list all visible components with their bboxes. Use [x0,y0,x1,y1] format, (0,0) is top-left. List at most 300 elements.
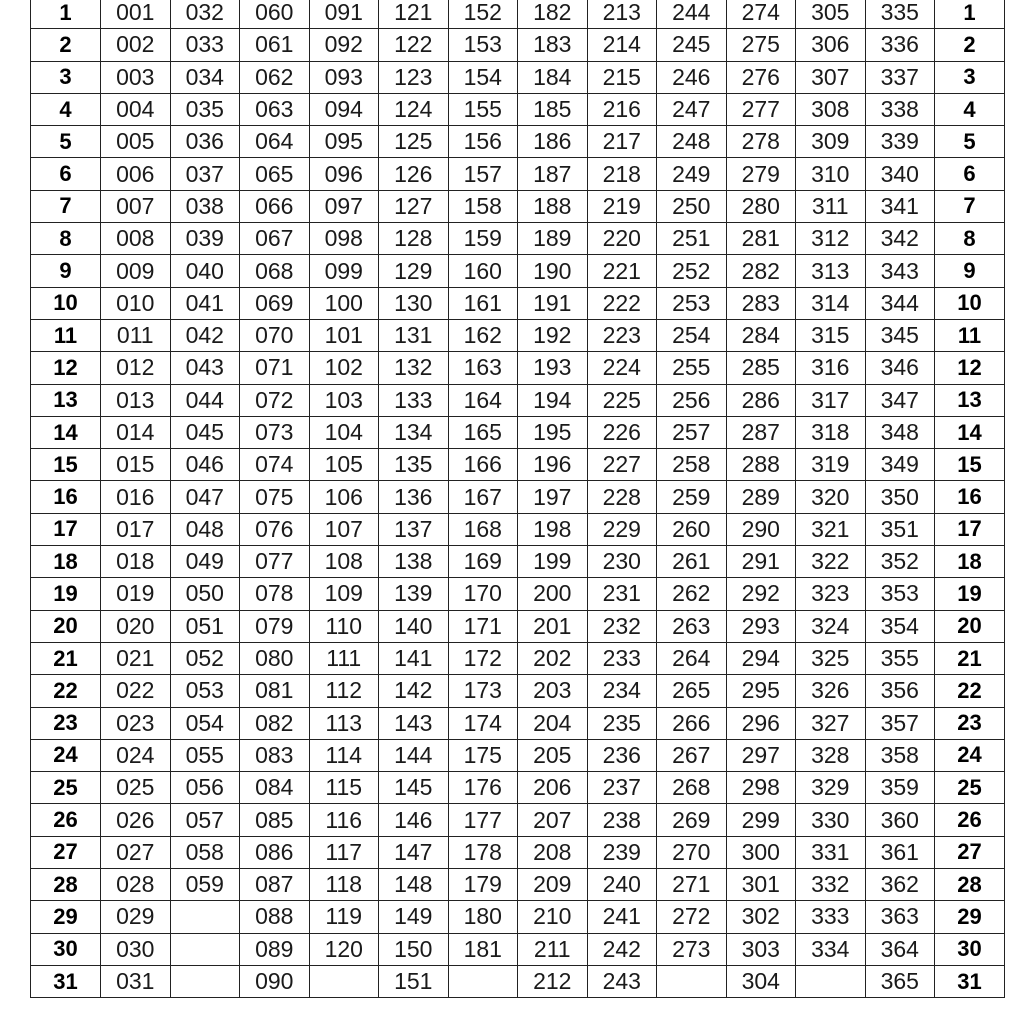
julian-day-cell: 201 [518,610,588,642]
julian-day-cell: 299 [726,804,796,836]
julian-day-cell: 150 [379,933,449,965]
day-of-month-right: 24 [935,739,1005,771]
julian-day-cell: 313 [796,255,866,287]
julian-day-cell: 312 [796,223,866,255]
table-row [31,513,1005,545]
julian-day-cell: 321 [796,513,866,545]
julian-day-cell: 119 [309,901,379,933]
julian-day-cell: 291 [726,546,796,578]
day-of-month-left: 1 [31,0,101,29]
julian-day-cell: 305 [796,0,866,29]
julian-day-cell: 103 [309,384,379,416]
julian-day-cell: 261 [657,546,727,578]
day-of-month-left: 11 [31,319,101,351]
julian-day-cell: 074 [240,449,310,481]
julian-day-cell: 067 [240,223,310,255]
julian-day-cell: 167 [448,481,518,513]
day-of-month-right: 12 [935,352,1005,384]
julian-day-cell: 026 [101,804,171,836]
julian-day-cell: 271 [657,869,727,901]
day-of-month-right: 30 [935,933,1005,965]
day-of-month-left: 16 [31,481,101,513]
julian-day-cell: 340 [865,158,935,190]
julian-day-cell: 130 [379,287,449,319]
julian-day-cell: 055 [170,739,240,771]
julian-day-cell: 266 [657,707,727,739]
julian-day-cell: 106 [309,481,379,513]
table-row [31,223,1005,255]
julian-day-cell: 363 [865,901,935,933]
julian-day-cell: 277 [726,93,796,125]
julian-day-cell: 276 [726,61,796,93]
julian-day-cell: 257 [657,416,727,448]
julian-day-cell: 198 [518,513,588,545]
julian-day-cell: 247 [657,93,727,125]
julian-day-cell: 188 [518,190,588,222]
julian-day-cell: 337 [865,61,935,93]
julian-day-cell: 200 [518,578,588,610]
julian-day-cell: 251 [657,223,727,255]
julian-day-cell: 143 [379,707,449,739]
julian-day-cell: 238 [587,804,657,836]
julian-day-cell: 270 [657,836,727,868]
julian-day-cell: 290 [726,513,796,545]
julian-day-cell: 154 [448,61,518,93]
julian-day-cell: 297 [726,739,796,771]
julian-day-cell: 222 [587,287,657,319]
julian-day-cell: 108 [309,546,379,578]
day-of-month-left: 9 [31,255,101,287]
julian-day-cell: 010 [101,287,171,319]
julian-day-cell: 082 [240,707,310,739]
day-of-month-right: 9 [935,255,1005,287]
julian-day-cell: 079 [240,610,310,642]
julian-day-cell: 215 [587,61,657,93]
julian-day-cell: 141 [379,642,449,674]
julian-day-cell [657,965,727,997]
julian-day-cell: 163 [448,352,518,384]
julian-day-cell: 294 [726,642,796,674]
julian-day-cell: 210 [518,901,588,933]
julian-day-cell: 098 [309,223,379,255]
julian-day-cell: 185 [518,93,588,125]
julian-day-cell: 253 [657,287,727,319]
julian-day-cell: 183 [518,29,588,61]
julian-day-cell: 232 [587,610,657,642]
day-of-month-right: 13 [935,384,1005,416]
day-of-month-right: 3 [935,61,1005,93]
julian-day-cell: 102 [309,352,379,384]
julian-day-cell: 135 [379,449,449,481]
julian-day-cell: 320 [796,481,866,513]
julian-day-cell: 331 [796,836,866,868]
julian-day-cell: 223 [587,319,657,351]
julian-day-cell: 236 [587,739,657,771]
julian-day-cell: 029 [101,901,171,933]
julian-day-cell: 005 [101,126,171,158]
day-of-month-left: 2 [31,29,101,61]
julian-day-cell: 125 [379,126,449,158]
julian-day-cell: 105 [309,449,379,481]
julian-day-cell [170,901,240,933]
day-of-month-right: 7 [935,190,1005,222]
julian-day-cell: 139 [379,578,449,610]
julian-day-cell: 006 [101,158,171,190]
julian-day-cell: 193 [518,352,588,384]
day-of-month-left: 4 [31,93,101,125]
julian-day-cell: 047 [170,481,240,513]
julian-day-cell: 133 [379,384,449,416]
table-row [31,707,1005,739]
julian-day-cell: 044 [170,384,240,416]
julian-day-cell: 111 [309,642,379,674]
julian-day-cell: 263 [657,610,727,642]
julian-day-cell: 243 [587,965,657,997]
julian-day-cell: 136 [379,481,449,513]
julian-day-cell: 179 [448,869,518,901]
day-of-month-left: 29 [31,901,101,933]
julian-day-cell: 040 [170,255,240,287]
julian-day-cell: 014 [101,416,171,448]
julian-day-cell: 264 [657,642,727,674]
julian-day-cell: 155 [448,93,518,125]
julian-day-cell [309,965,379,997]
day-of-month-right: 27 [935,836,1005,868]
day-of-month-right: 20 [935,610,1005,642]
julian-day-cell: 007 [101,190,171,222]
julian-day-cell: 035 [170,93,240,125]
julian-day-cell: 358 [865,739,935,771]
julian-day-cell: 110 [309,610,379,642]
julian-day-cell: 063 [240,93,310,125]
julian-day-cell: 296 [726,707,796,739]
day-of-month-right: 6 [935,158,1005,190]
julian-day-cell: 031 [101,965,171,997]
julian-day-cell: 286 [726,384,796,416]
julian-day-cell: 148 [379,869,449,901]
day-of-month-right: 21 [935,642,1005,674]
julian-day-cell [170,933,240,965]
julian-day-cell: 273 [657,933,727,965]
julian-day-cell: 085 [240,804,310,836]
julian-day-cell: 218 [587,158,657,190]
day-of-month-left: 14 [31,416,101,448]
julian-day-cell: 051 [170,610,240,642]
julian-day-cell: 319 [796,449,866,481]
day-of-month-left: 10 [31,287,101,319]
julian-day-cell: 295 [726,675,796,707]
julian-day-cell: 096 [309,158,379,190]
julian-day-cell: 187 [518,158,588,190]
julian-day-cell: 283 [726,287,796,319]
day-of-month-right: 31 [935,965,1005,997]
julian-day-cell: 214 [587,29,657,61]
julian-day-cell: 034 [170,61,240,93]
julian-day-cell: 112 [309,675,379,707]
julian-day-cell: 306 [796,29,866,61]
julian-day-cell: 030 [101,933,171,965]
julian-day-cell: 036 [170,126,240,158]
julian-day-cell: 177 [448,804,518,836]
julian-day-cell: 109 [309,578,379,610]
julian-day-cell: 344 [865,287,935,319]
julian-day-cell: 315 [796,319,866,351]
julian-day-cell: 252 [657,255,727,287]
table-row [31,739,1005,771]
julian-day-cell: 221 [587,255,657,287]
day-of-month-right: 25 [935,772,1005,804]
julian-day-cell: 048 [170,513,240,545]
julian-day-cell: 186 [518,126,588,158]
julian-day-cell: 153 [448,29,518,61]
table-row [31,319,1005,351]
day-of-month-right: 29 [935,901,1005,933]
julian-day-cell: 158 [448,190,518,222]
julian-day-cell: 354 [865,610,935,642]
julian-day-cell: 054 [170,707,240,739]
julian-day-cell: 364 [865,933,935,965]
julian-day-cell [796,965,866,997]
julian-day-cell: 213 [587,0,657,29]
day-of-month-left: 28 [31,869,101,901]
julian-day-cell: 015 [101,449,171,481]
julian-day-cell: 308 [796,93,866,125]
julian-day-cell: 208 [518,836,588,868]
julian-day-cell: 246 [657,61,727,93]
julian-day-cell: 066 [240,190,310,222]
julian-day-cell: 020 [101,610,171,642]
julian-day-cell: 011 [101,319,171,351]
julian-day-cell: 064 [240,126,310,158]
day-of-month-right: 10 [935,287,1005,319]
julian-day-cell: 316 [796,352,866,384]
julian-day-cell: 033 [170,29,240,61]
julian-day-cell: 043 [170,352,240,384]
day-of-month-left: 15 [31,449,101,481]
day-of-month-right: 16 [935,481,1005,513]
julian-day-cell: 124 [379,93,449,125]
julian-day-cell: 178 [448,836,518,868]
julian-day-cell: 041 [170,287,240,319]
day-of-month-right: 1 [935,0,1005,29]
julian-day-cell: 348 [865,416,935,448]
day-of-month-left: 5 [31,126,101,158]
julian-day-cell: 267 [657,739,727,771]
julian-day-cell: 361 [865,836,935,868]
table-row [31,772,1005,804]
day-of-month-left: 13 [31,384,101,416]
julian-day-cell: 310 [796,158,866,190]
julian-day-cell: 107 [309,513,379,545]
julian-day-cell: 018 [101,546,171,578]
julian-day-cell: 231 [587,578,657,610]
julian-day-cell: 203 [518,675,588,707]
julian-day-cell: 170 [448,578,518,610]
julian-day-cell: 174 [448,707,518,739]
julian-day-cell: 226 [587,416,657,448]
julian-day-cell: 355 [865,642,935,674]
table-row [31,965,1005,997]
julian-day-cell: 083 [240,739,310,771]
julian-day-cell: 056 [170,772,240,804]
table-row [31,642,1005,674]
julian-day-cell: 160 [448,255,518,287]
julian-day-cell: 351 [865,513,935,545]
day-of-month-left: 8 [31,223,101,255]
julian-day-cell: 088 [240,901,310,933]
day-of-month-left: 6 [31,158,101,190]
julian-day-cell: 279 [726,158,796,190]
julian-day-cell: 288 [726,449,796,481]
julian-day-cell: 326 [796,675,866,707]
day-of-month-left: 19 [31,578,101,610]
julian-day-cell: 127 [379,190,449,222]
table-body [31,0,1005,998]
julian-date-chart [30,0,1005,998]
julian-day-cell: 162 [448,319,518,351]
julian-day-cell: 077 [240,546,310,578]
julian-day-cell: 307 [796,61,866,93]
julian-day-cell: 080 [240,642,310,674]
day-of-month-left: 23 [31,707,101,739]
julian-day-cell: 289 [726,481,796,513]
julian-day-cell: 012 [101,352,171,384]
julian-day-cell: 184 [518,61,588,93]
julian-day-cell: 353 [865,578,935,610]
julian-day-cell: 256 [657,384,727,416]
julian-day-cell: 317 [796,384,866,416]
day-of-month-left: 7 [31,190,101,222]
julian-day-cell: 118 [309,869,379,901]
julian-day-cell: 090 [240,965,310,997]
julian-day-cell: 281 [726,223,796,255]
julian-day-cell: 318 [796,416,866,448]
julian-day-cell: 114 [309,739,379,771]
day-of-month-left: 17 [31,513,101,545]
julian-day-cell: 182 [518,0,588,29]
julian-day-cell: 275 [726,29,796,61]
julian-day-cell: 172 [448,642,518,674]
table-row [31,901,1005,933]
julian-day-cell: 323 [796,578,866,610]
julian-day-cell: 087 [240,869,310,901]
day-of-month-right: 17 [935,513,1005,545]
julian-date-table [30,0,1005,998]
table-row [31,675,1005,707]
day-of-month-right: 22 [935,675,1005,707]
table-row [31,287,1005,319]
day-of-month-left: 31 [31,965,101,997]
julian-day-cell: 171 [448,610,518,642]
julian-day-cell: 244 [657,0,727,29]
julian-day-cell: 173 [448,675,518,707]
julian-day-cell: 126 [379,158,449,190]
julian-day-cell: 357 [865,707,935,739]
julian-day-cell: 225 [587,384,657,416]
julian-day-cell: 057 [170,804,240,836]
julian-day-cell: 099 [309,255,379,287]
julian-day-cell: 009 [101,255,171,287]
julian-day-cell: 180 [448,901,518,933]
julian-day-cell: 202 [518,642,588,674]
julian-day-cell: 240 [587,869,657,901]
julian-day-cell: 169 [448,546,518,578]
julian-day-cell: 338 [865,93,935,125]
table-row [31,61,1005,93]
julian-day-cell: 091 [309,0,379,29]
julian-day-cell: 068 [240,255,310,287]
julian-day-cell: 059 [170,869,240,901]
julian-day-cell: 147 [379,836,449,868]
julian-day-cell: 250 [657,190,727,222]
julian-day-cell: 061 [240,29,310,61]
julian-day-cell: 115 [309,772,379,804]
julian-day-cell: 347 [865,384,935,416]
julian-day-cell: 241 [587,901,657,933]
julian-day-cell: 207 [518,804,588,836]
julian-day-cell: 217 [587,126,657,158]
julian-day-cell: 032 [170,0,240,29]
julian-day-cell: 334 [796,933,866,965]
julian-day-cell: 140 [379,610,449,642]
julian-day-cell: 052 [170,642,240,674]
julian-day-cell: 204 [518,707,588,739]
julian-day-cell: 121 [379,0,449,29]
julian-day-cell: 065 [240,158,310,190]
julian-day-cell: 002 [101,29,171,61]
table-row [31,481,1005,513]
julian-day-cell: 341 [865,190,935,222]
day-of-month-left: 24 [31,739,101,771]
julian-day-cell: 239 [587,836,657,868]
day-of-month-right: 23 [935,707,1005,739]
day-of-month-right: 11 [935,319,1005,351]
julian-day-cell: 352 [865,546,935,578]
julian-day-cell: 004 [101,93,171,125]
julian-day-cell: 197 [518,481,588,513]
table-row [31,836,1005,868]
julian-day-cell: 101 [309,319,379,351]
julian-day-cell: 122 [379,29,449,61]
julian-day-cell: 284 [726,319,796,351]
julian-day-cell: 260 [657,513,727,545]
julian-day-cell: 024 [101,739,171,771]
day-of-month-right: 8 [935,223,1005,255]
julian-day-cell: 076 [240,513,310,545]
julian-day-cell: 229 [587,513,657,545]
julian-day-cell: 293 [726,610,796,642]
julian-day-cell: 343 [865,255,935,287]
day-of-month-left: 26 [31,804,101,836]
julian-day-cell: 282 [726,255,796,287]
julian-day-cell: 093 [309,61,379,93]
table-row [31,546,1005,578]
julian-day-cell: 329 [796,772,866,804]
julian-day-cell: 084 [240,772,310,804]
julian-day-cell: 350 [865,481,935,513]
day-of-month-right: 4 [935,93,1005,125]
julian-day-cell: 003 [101,61,171,93]
day-of-month-left: 30 [31,933,101,965]
julian-day-cell: 346 [865,352,935,384]
day-of-month-right: 28 [935,869,1005,901]
julian-day-cell: 038 [170,190,240,222]
julian-day-cell [448,965,518,997]
julian-day-cell: 245 [657,29,727,61]
day-of-month-left: 21 [31,642,101,674]
julian-day-cell: 017 [101,513,171,545]
julian-day-cell [170,965,240,997]
